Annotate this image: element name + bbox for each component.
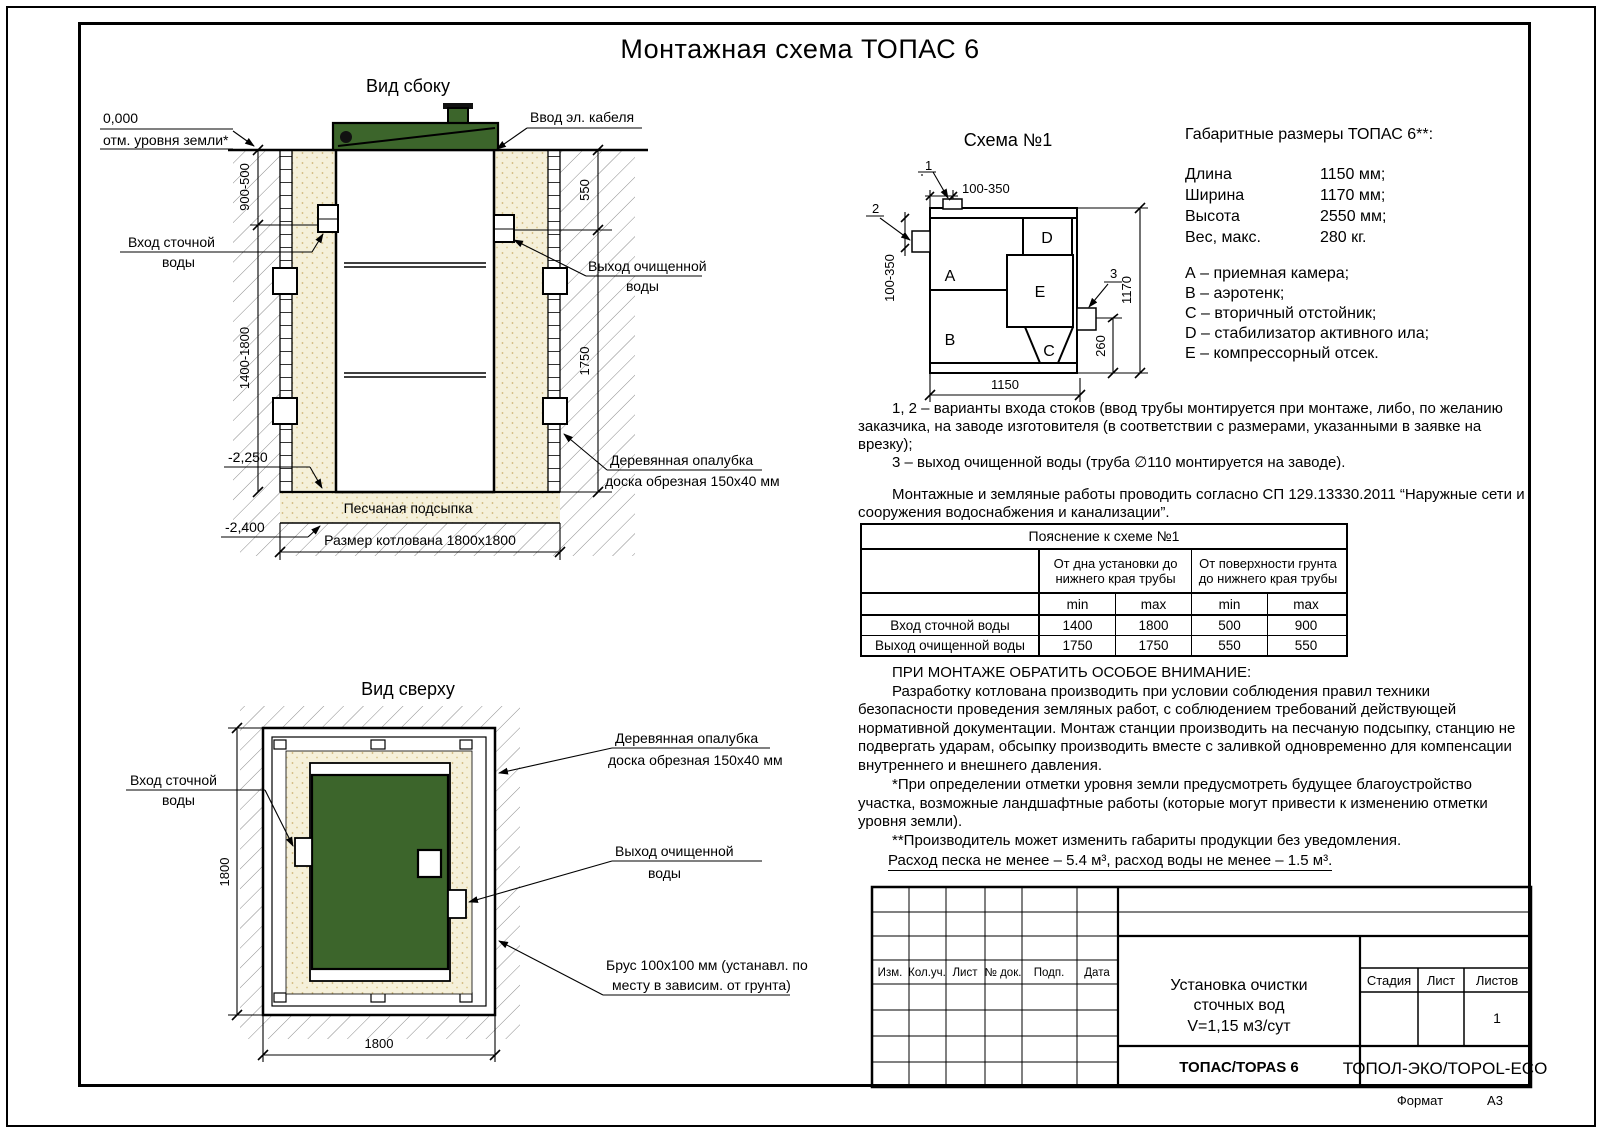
svg-text:1800: 1800 (217, 857, 232, 887)
legend-item: D – стабилизатор активного ила; (1185, 325, 1430, 342)
svg-text:C: C (1043, 343, 1055, 360)
svg-text:2: 2 (872, 201, 880, 216)
attention-heading: ПРИ МОНТАЖЕ ОБРАТИТЬ ОСОБОЕ ВНИМАНИЕ: (892, 664, 1252, 681)
footnote-1: *При определении отметки уровня земли предусмотреть будущее благоустройство участка, возможные ландшафтные работы (которые могут привести к изменению отметки уровня земли). (858, 776, 1488, 830)
svg-text:-2,250: -2,250 (228, 449, 268, 465)
note-sp: Монтажные и земляные работы проводить согласно СП 129.13330.2011 “Наружные сети и сооружения водоснабжения и канализации”. (858, 486, 1525, 521)
title-block (868, 883, 1548, 1118)
svg-text:260: 260 (1093, 335, 1108, 357)
top-view-title: Вид сверху (361, 679, 455, 699)
svg-text:Установка очистки: Установка очистки (1170, 977, 1308, 994)
svg-text:Кол.уч.: Кол.уч. (908, 967, 946, 979)
svg-text:A: A (944, 268, 956, 285)
svg-text:воды: воды (648, 865, 681, 881)
svg-text:1400-1800: 1400-1800 (237, 326, 252, 390)
side-view-drawing (85, 75, 805, 575)
note-1-2: 1, 2 – варианты входа стоков (ввод трубы монтируется при монтаже, либо, по желанию заказчика, на заводе изготовителя (в соответствии с размерами, указанными в заявке на врезку); (858, 400, 1503, 453)
svg-text:воды: воды (162, 792, 195, 808)
compartment-legend (1185, 264, 1530, 364)
svg-text:отм. уровня земли*: отм. уровня земли* (103, 132, 229, 148)
svg-text:Выход очищенной: Выход очищенной (615, 843, 734, 859)
svg-text:Вход сточной: Вход сточной (128, 234, 215, 250)
svg-text:воды: воды (626, 278, 659, 294)
legend-item: В – аэротенк; (1185, 285, 1285, 302)
legend-item: Е – компрессорный отсек. (1185, 345, 1379, 362)
svg-text:Деревянная опалубка: Деревянная опалубка (615, 730, 759, 746)
svg-text:Ввод эл. кабеля: Ввод эл. кабеля (530, 109, 635, 125)
svg-text:Выход очищенной: Выход очищенной (588, 258, 707, 274)
consumption-note: Расход песка не менее – 5.4 м³, расход воды не менее – 1.5 м³. (888, 852, 1333, 869)
formwork-label-top (499, 730, 783, 773)
table-row: Выход очищенной воды 1750 1750 550 550 (862, 636, 1346, 655)
footnote-2: **Производитель может изменить габариты продукции без уведомления. (892, 831, 1402, 849)
svg-text:550: 550 (577, 179, 592, 201)
svg-text:Лист: Лист (952, 967, 978, 979)
col-group-2: От поверхности грунта до нижнего края трубы (1198, 556, 1338, 586)
company-name: ТОПОЛ-ЭКО/TOPOL-ECO (1342, 1059, 1548, 1078)
svg-text:воды: воды (162, 254, 195, 270)
svg-text:1750: 1750 (577, 346, 592, 376)
model-name: ТОПАС/TOPAS 6 (1179, 1059, 1299, 1076)
specs-heading: Габаритные размеры ТОПАС 6**: (1185, 126, 1434, 143)
svg-text:Дата: Дата (1084, 967, 1110, 979)
svg-text:0,000: 0,000 (103, 110, 139, 126)
zero-mark-label (100, 110, 254, 149)
explanation-table: Пояснение к схеме №1 От дна установки до нижнего края трубы От поверхности грунта до нижнего края трубы min max min max Вход сточной воды 1400 1800 500 900 Выход очищенной воды 1750 1750 550 550 (860, 523, 1348, 657)
brus-label (499, 941, 808, 995)
page-title: Монтажная схема ТОПАС 6 (620, 34, 980, 64)
svg-text:1800: 1800 (364, 1036, 394, 1051)
doc-title (1170, 977, 1307, 1035)
svg-text:Лист: Лист (1426, 973, 1456, 988)
top-tank (295, 763, 466, 981)
schema1-drawing (848, 125, 1168, 410)
svg-text:D: D (1041, 230, 1053, 247)
col-group-1: От дна установки до нижнего края трубы (1040, 550, 1192, 592)
table-row: Вход сточной воды 1400 1800 500 900 (862, 616, 1346, 636)
format-label: Формат (1396, 1093, 1444, 1108)
svg-text:100-350: 100-350 (962, 181, 1010, 196)
attention-block (858, 664, 1528, 775)
sand-label: Песчаная подсыпка (343, 500, 473, 516)
format-value: А3 (1487, 1093, 1503, 1108)
svg-text:V=1,15 м3/сут: V=1,15 м3/сут (1187, 1018, 1291, 1035)
svg-text:Деревянная опалубка: Деревянная опалубка (610, 452, 754, 468)
sheets-value: 1 (1493, 1010, 1501, 1026)
tank-body (336, 150, 494, 492)
schema-title: Схема №1 (963, 130, 1053, 150)
svg-text:Брус 100х100 мм (устанавл. по: Брус 100х100 мм (устанавл. по (606, 957, 808, 973)
dimensions-spec-block: Габаритные размеры ТОПАС 6**: Длина 1150 мм; Ширина 1170 мм; Высота 2550 мм; Вес, макс. 280 кг. А – приемная камера; В – аэротенк; С – вторичный отстойник; D – стабилизатор активного ила; Е – компрессорный отсек. (1185, 126, 1530, 364)
attention-body: Разработку котлована производить при условии соблюдения правил техники безопасности проведения земляных работ, с соблюдением требований действующей нормативной документации. Монтаж станции производить на песчаную подсыпку, станцию не подвергать ударам, обсыпку производить вместе с заливкой одновременно для компенсации внутреннего и внешнего давления. (858, 682, 1516, 774)
note-3: 3 – выход очищенной воды (труба ∅110 монтируется на заводе). (892, 454, 1346, 471)
cable-entry-label (497, 109, 642, 149)
footnotes-block (858, 776, 1528, 850)
svg-text:месту в зависим. от грунта): месту в зависим. от грунта) (612, 977, 791, 993)
svg-text:доска обрезная 150х40 мм: доска обрезная 150х40 мм (608, 752, 783, 768)
side-view-title: Вид сбоку (366, 76, 450, 96)
svg-text:100-350: 100-350 (882, 254, 897, 302)
svg-text:1150: 1150 (991, 377, 1019, 392)
svg-text:Вход сточной: Вход сточной (130, 772, 217, 788)
table-title: Пояснение к схеме №1 (862, 525, 1346, 550)
stage-sheet-header (1367, 973, 1518, 1026)
svg-text:Листов: Листов (1475, 973, 1519, 988)
svg-text:Размер котлована 1800х1800: Размер котлована 1800х1800 (324, 532, 516, 548)
legend-item: А – приемная камера; (1185, 265, 1350, 282)
svg-text:-2,400: -2,400 (225, 519, 265, 535)
svg-text:сточных вод: сточных вод (1193, 997, 1285, 1014)
svg-text:3: 3 (1110, 266, 1118, 281)
svg-text:Изм.: Изм. (877, 967, 903, 979)
svg-text:E: E (1034, 284, 1046, 301)
svg-text:B: B (944, 332, 956, 349)
tank-lid (333, 103, 498, 150)
top-view-drawing (108, 668, 808, 1068)
svg-text:№ док.: № док. (984, 967, 1022, 979)
svg-text:1170: 1170 (1119, 276, 1134, 304)
legend-item: С – вторичный отстойник; (1185, 305, 1377, 322)
notes-block (858, 400, 1526, 522)
svg-text:Стадия: Стадия (1366, 973, 1412, 988)
svg-text:доска обрезная 150х40 мм: доска обрезная 150х40 мм (605, 473, 780, 489)
revision-header (878, 967, 1111, 979)
svg-text:1: 1 (925, 158, 933, 173)
svg-text:900-500: 900-500 (237, 163, 252, 211)
svg-text:Подп.: Подп. (1033, 967, 1065, 979)
